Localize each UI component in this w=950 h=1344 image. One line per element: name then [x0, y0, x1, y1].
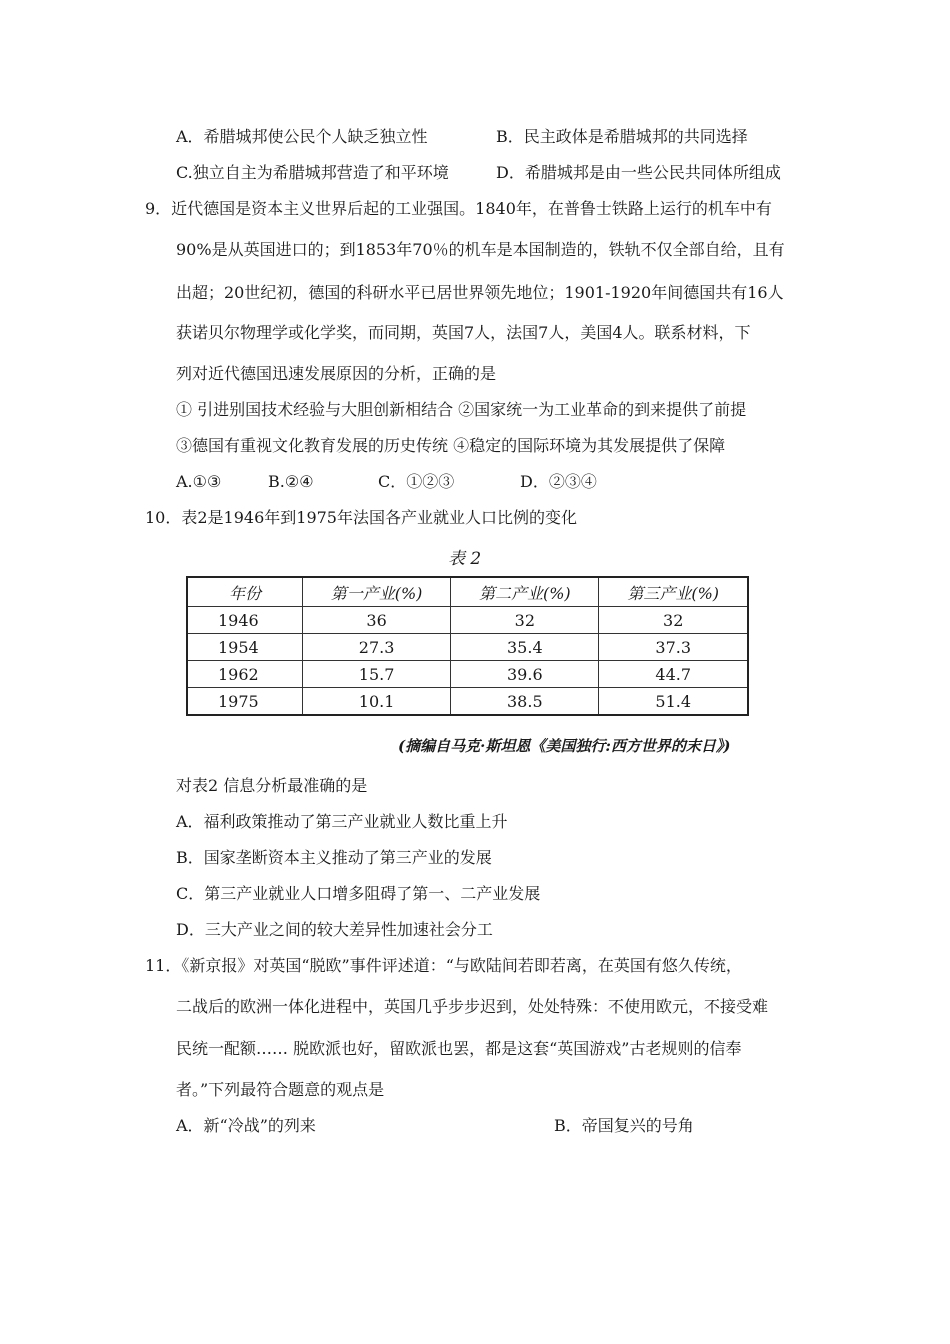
table-row	[187, 634, 748, 661]
table-cell: 38.5	[451, 688, 599, 716]
q9-stem-line: 列对近代德国迅速发展原因的分析，正确的是	[176, 364, 497, 383]
table-row	[187, 688, 748, 716]
q11-stem-line: 民统一配额…… 脱欧派也好，留欧派也罢，都是这套“英国游戏”古老规则的信奉	[176, 1039, 742, 1058]
q10-stem: 10．表2是1946年到1975年法国各产业就业人口比例的变化	[145, 508, 577, 527]
q9-option-b: B.②④	[268, 472, 314, 491]
q8-option-c: C.独立自主为希腊城邦营造了和平环境	[176, 163, 449, 182]
q10-question: 对表2 信息分析最准确的是	[176, 776, 368, 795]
q8-option-b: B．民主政体是希腊城邦的共同选择	[496, 127, 748, 146]
table-header: 第二产业(%)	[451, 577, 599, 607]
q8-option-a: A．希腊城邦使公民个人缺乏独立性	[176, 127, 428, 146]
table-cell: 1975	[187, 688, 302, 716]
table-cell: 1962	[187, 661, 302, 688]
table-cell: 27.3	[302, 634, 450, 661]
q9-option-a: A.①③	[176, 472, 222, 491]
table-cell: 1954	[187, 634, 302, 661]
q11-option-a: A．新“冷战”的列来	[176, 1116, 316, 1135]
table-cell: 39.6	[451, 661, 599, 688]
employment-table	[186, 576, 749, 716]
q9-stem-line: 90%是从英国进口的；到1853年70％的机车是本国制造的，铁轨不仅全部自给，且有	[176, 240, 785, 259]
q11-stem-line: 者。”下列最符合题意的观点是	[176, 1080, 385, 1099]
q11-stem-line: 11．《新京报》对英国“脱欧”事件评述道：“与欧陆间若即若离，在英国有悠久传统，	[145, 956, 742, 975]
table-header-row	[187, 577, 748, 607]
table-cell: 51.4	[599, 688, 748, 716]
q10-option-c: C．第三产业就业人口增多阻碍了第一、二产业发展	[176, 884, 541, 903]
table-header: 第一产业(%)	[302, 577, 450, 607]
q9-option-d: D．②③④	[520, 472, 597, 491]
q9-stem-line: 出超；20世纪初，德国的科研水平已居世界领先地位；1901-1920年间德国共有16人	[176, 283, 784, 302]
table-source: (摘编自马克·斯坦恩《美国独行:西方世界的末日》)	[398, 737, 731, 755]
q9-stem-line: 9．近代德国是资本主义世界后起的工业强国。1840年，在普鲁士铁路上运行的机车中有	[145, 199, 772, 218]
table-cell: 44.7	[599, 661, 748, 688]
table-header: 第三产业(%)	[599, 577, 748, 607]
q9-items-3-4: ③德国有重视文化教育发展的历史传统 ④稳定的国际环境为其发展提供了保障	[176, 436, 726, 455]
q10-option-b: B．国家垄断资本主义推动了第三产业的发展	[176, 848, 492, 867]
q9-items-1-2: ① 引进别国技术经验与大胆创新相结合 ②国家统一为工业革命的到来提供了前提	[176, 400, 747, 419]
table-cell: 32	[451, 607, 599, 634]
q10-option-d: D．三大产业之间的较大差异性加速社会分工	[176, 920, 493, 939]
table-row	[187, 661, 748, 688]
table-cell: 15.7	[302, 661, 450, 688]
table-cell: 1946	[187, 607, 302, 634]
table-cell: 35.4	[451, 634, 599, 661]
q10-option-a: A．福利政策推动了第三产业就业人数比重上升	[176, 812, 508, 831]
q9-stem-line: 获诺贝尔物理学或化学奖，而同期，英国7人，法国7人，美国4人。联系材料，下	[176, 323, 751, 342]
table-title: 表 2	[448, 549, 482, 569]
table-cell: 36	[302, 607, 450, 634]
table-header: 年份	[187, 577, 302, 607]
table-row	[187, 607, 748, 634]
q11-stem-line: 二战后的欧洲一体化进程中，英国几乎步步迟到，处处特殊：不使用欧元，不接受难	[176, 997, 769, 1016]
q9-option-c: C．①②③	[378, 472, 455, 491]
table-cell: 37.3	[599, 634, 748, 661]
q8-option-d: D．希腊城邦是由一些公民共同体所组成	[496, 163, 781, 182]
q11-option-b: B．帝国复兴的号角	[554, 1116, 694, 1135]
table-cell: 10.1	[302, 688, 450, 716]
table-cell: 32	[599, 607, 748, 634]
